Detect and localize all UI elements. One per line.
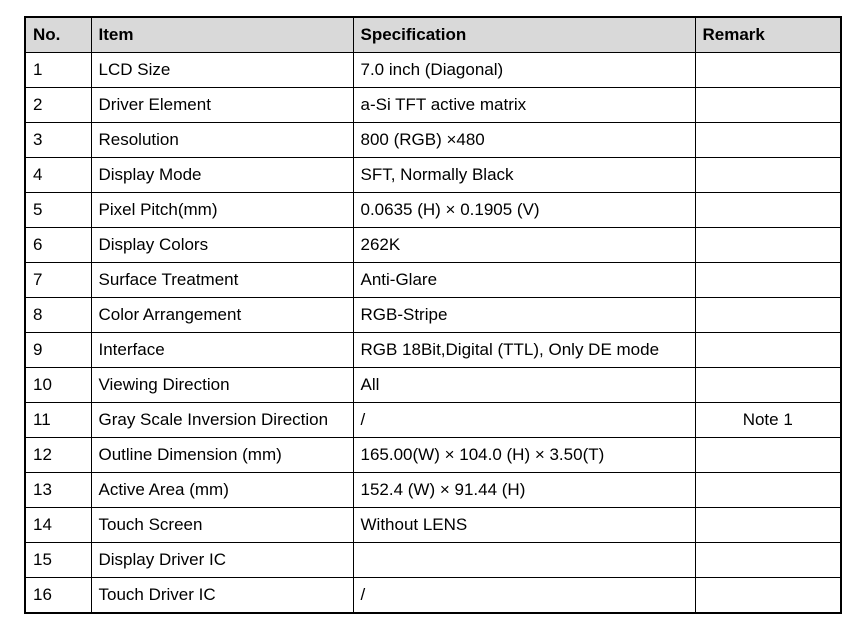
row-number-cell: 14 — [25, 508, 91, 543]
row-number-cell: 15 — [25, 543, 91, 578]
row-number-cell: 5 — [25, 193, 91, 228]
table-row — [25, 543, 841, 578]
item-cell: Outline Dimension (mm) — [91, 438, 353, 473]
item-cell: Gray Scale Inversion Direction — [91, 403, 353, 438]
row-number-cell: 8 — [25, 298, 91, 333]
row-number-cell: 11 — [25, 403, 91, 438]
row-number-cell: 7 — [25, 263, 91, 298]
specification-cell: 262K — [353, 228, 695, 263]
remark-cell — [695, 333, 841, 368]
row-number-cell: 4 — [25, 158, 91, 193]
remark-cell: Note 1 — [695, 403, 841, 438]
remark-cell — [695, 508, 841, 543]
item-cell: Display Mode — [91, 158, 353, 193]
table-row — [25, 53, 841, 88]
remark-cell — [695, 53, 841, 88]
specification-cell: RGB 18Bit,Digital (TTL), Only DE mode — [353, 333, 695, 368]
remark-cell — [695, 438, 841, 473]
item-cell: Surface Treatment — [91, 263, 353, 298]
remark-cell — [695, 543, 841, 578]
specification-cell: 800 (RGB) ×480 — [353, 123, 695, 158]
specification-cell: SFT, Normally Black — [353, 158, 695, 193]
item-cell: Active Area (mm) — [91, 473, 353, 508]
specification-cell: 152.4 (W) × 91.44 (H) — [353, 473, 695, 508]
specification-cell: 0.0635 (H) × 0.1905 (V) — [353, 193, 695, 228]
table-row — [25, 508, 841, 543]
table-row — [25, 228, 841, 263]
item-cell: Viewing Direction — [91, 368, 353, 403]
row-number-cell: 16 — [25, 578, 91, 614]
table-row — [25, 578, 841, 614]
row-number-cell: 2 — [25, 88, 91, 123]
specification-cell: Anti-Glare — [353, 263, 695, 298]
item-cell: Color Arrangement — [91, 298, 353, 333]
row-number-cell: 13 — [25, 473, 91, 508]
row-number-cell: 6 — [25, 228, 91, 263]
table-body — [25, 53, 841, 614]
table-row — [25, 193, 841, 228]
specification-cell: RGB-Stripe — [353, 298, 695, 333]
header-no: No. — [25, 17, 91, 53]
item-cell: Touch Driver IC — [91, 578, 353, 614]
row-number-cell: 10 — [25, 368, 91, 403]
specification-cell: a-Si TFT active matrix — [353, 88, 695, 123]
specification-cell: / — [353, 403, 695, 438]
remark-cell — [695, 263, 841, 298]
specification-cell: Without LENS — [353, 508, 695, 543]
row-number-cell: 12 — [25, 438, 91, 473]
item-cell: LCD Size — [91, 53, 353, 88]
table-row — [25, 158, 841, 193]
specification-cell: 165.00(W) × 104.0 (H) × 3.50(T) — [353, 438, 695, 473]
specification-table — [24, 16, 842, 614]
specification-cell: All — [353, 368, 695, 403]
header-specification: Specification — [353, 17, 695, 53]
remark-cell — [695, 193, 841, 228]
remark-cell — [695, 123, 841, 158]
remark-cell — [695, 578, 841, 614]
table-header — [25, 17, 841, 53]
table-row — [25, 438, 841, 473]
row-number-cell: 1 — [25, 53, 91, 88]
remark-cell — [695, 158, 841, 193]
header-item: Item — [91, 17, 353, 53]
table-row — [25, 298, 841, 333]
item-cell: Display Colors — [91, 228, 353, 263]
row-number-cell: 9 — [25, 333, 91, 368]
row-number-cell: 3 — [25, 123, 91, 158]
table-row — [25, 473, 841, 508]
item-cell: Resolution — [91, 123, 353, 158]
remark-cell — [695, 228, 841, 263]
header-row — [25, 17, 841, 53]
table-row — [25, 403, 841, 438]
item-cell: Touch Screen — [91, 508, 353, 543]
specification-cell: 7.0 inch (Diagonal) — [353, 53, 695, 88]
remark-cell — [695, 298, 841, 333]
table-row — [25, 333, 841, 368]
table-row — [25, 368, 841, 403]
table-row — [25, 123, 841, 158]
remark-cell — [695, 368, 841, 403]
table-row — [25, 263, 841, 298]
specification-cell: / — [353, 578, 695, 614]
item-cell: Display Driver IC — [91, 543, 353, 578]
header-remark: Remark — [695, 17, 841, 53]
item-cell: Driver Element — [91, 88, 353, 123]
item-cell: Interface — [91, 333, 353, 368]
remark-cell — [695, 473, 841, 508]
remark-cell — [695, 88, 841, 123]
table-row — [25, 88, 841, 123]
specification-cell — [353, 543, 695, 578]
item-cell: Pixel Pitch(mm) — [91, 193, 353, 228]
